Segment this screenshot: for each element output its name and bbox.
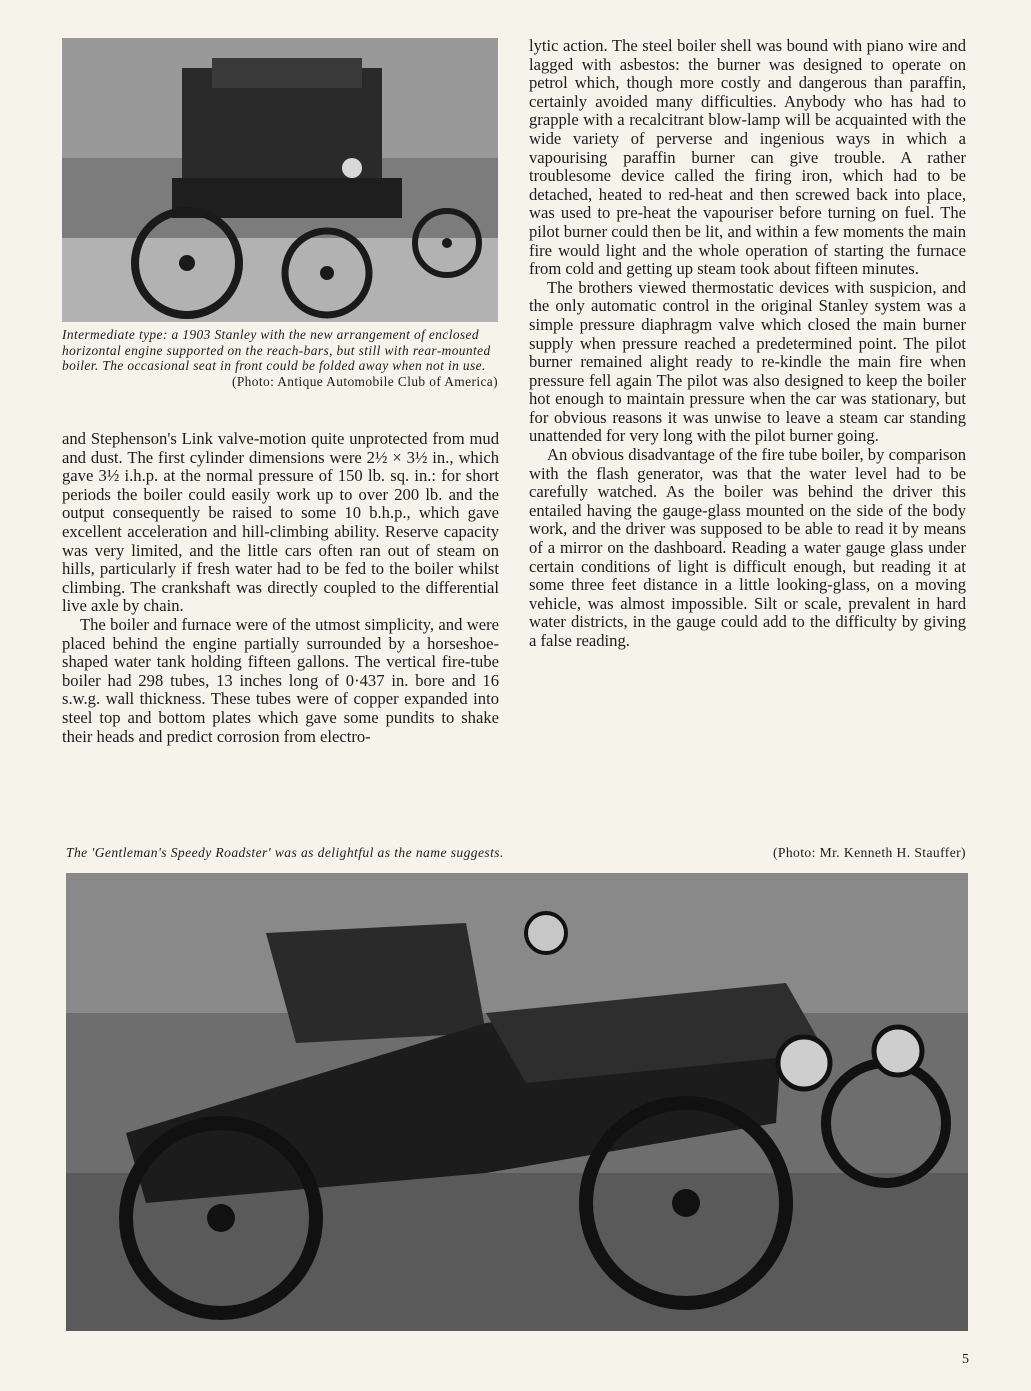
- photo-stanley-1903: [62, 38, 498, 322]
- photo-credit-top: (Photo: Antique Automobile Club of America): [231, 373, 498, 389]
- right-paragraph-2: The brothers viewed thermostatic devices with suspicion, and the only automatic control in the original Stanley system was a simple pressure diaphragm valve which closed the main burner supply when pressure reached a predetermined point. The pilot burner remained alight ready to re-kindle the main fire when pressure fell again The pilot was also designed to keep the boiler hot enough to maintain pressure when the car was stationary, but for obvious reasons it was unwise to leave a steam car standing unattended for very long with the pilot burner going.: [529, 277, 966, 446]
- photo-credit-bottom: [700, 845, 966, 861]
- right-paragraph-3: An obvious disadvantage of the fire tube boiler, by comparison with the flash generator, was that the water level had to be carefully watched. As the boiler was behind the driver this entailed having the gauge-glass mounted on the side of the body work, and the driver was supposed to be able to read it by means of a mirror on the dashboard. Reading a water gauge glass under certain conditions of light is difficult enough, but reading it at some three feet distance in a little looking-glass, on a moving vehicle, was almost impossible. Silt or scale, prevalent in hard water districts, in the gauge could add to the difficulty by giving a false reading.: [529, 445, 966, 650]
- photo-credit-bottom-text: (Photo: Mr. Kenneth H. Stauffer): [772, 845, 966, 860]
- caption-top: [62, 327, 498, 389]
- car-illustration-bottom: [66, 873, 968, 1331]
- caption-bottom-text: The 'Gentleman's Speedy Roadster' was as delightful as the name suggests.: [66, 845, 504, 860]
- caption-top-text: Intermediate type: a 1903 Stanley with the new arrangement of enclosed horizontal engine supported on the reach-bars, but still with rear-mounted boiler. The occasional seat in front could be folded away when not in use.: [62, 327, 491, 373]
- left-paragraph-1: and Stephenson's Link valve-motion quite unprotected from mud and dust. The first cylinder dimensions were 2½ × 3½ in., which gave 3½ i.h.p. at the normal pressure of 150 lb. sq. in.: for short periods the boiler could easily work up to over 200 lb. and the output consequently be raised to some 10 b.h.p., which gave excellent acceleration and hill-climbing ability. Reserve capacity was very limited, and the little cars often ran out of steam on hills, particularly if fresh water had to be fed to the boiler whilst climbing. The crankshaft was directly coupled to the differential live axle by chain.: [62, 429, 499, 616]
- left-column: [62, 430, 499, 746]
- right-column: [529, 37, 966, 651]
- page-number: 5: [962, 1352, 969, 1367]
- photo-gentlemans-roadster: [66, 873, 968, 1331]
- car-illustration-top: [62, 38, 498, 322]
- right-paragraph-1: lytic action. The steel boiler shell was bound with piano wire and lagged with asbestos: the burner was designed to operate on petrol which, though more costly and dangerous than paraffin, certainly avoided many difficulties. Anybody who has had to grapple with a recalcitrant blow-lamp will be acquainted with the wide variety of perverse and ingenious ways in which a vapourising paraffin burner can give trouble. A rather troublesome device called the firing iron, which had to be detached, heated to red-heat and then screwed back into place, was used to pre-heat the vapouriser before turning on fuel. The pilot burner could then be lit, and within a few moments the main fire would light and the whole operation of starting the furnace from cold and getting up steam took about fifteen minutes.: [529, 36, 966, 279]
- left-paragraph-2: The boiler and furnace were of the utmost simplicity, and were placed behind the engine partially surrounded by a horseshoe-shaped water tank holding fifteen gallons. The vertical fire-tube boiler had 298 tubes, 13 inches long of 0·437 in. bore and 16 s.w.g. wall thickness. These tubes were of copper expanded into steel top and bottom plates which gave some pundits to shake their heads and predict corrosion from electro-: [62, 614, 499, 746]
